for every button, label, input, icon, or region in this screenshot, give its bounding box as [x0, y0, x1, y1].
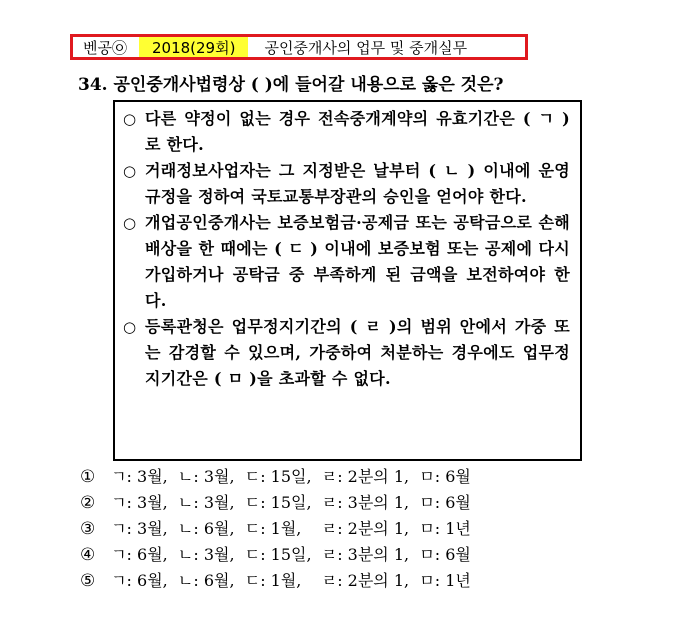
choice-text: ㄱ: 3월, ㄴ: 6월, ㄷ: 1월, ㄹ: 2분의 1, ㅁ: 1년 [106, 519, 471, 538]
choice-text: ㄱ: 3월, ㄴ: 3월, ㄷ: 15일, ㄹ: 3분의 1, ㅁ: 6월 [106, 493, 471, 512]
answer-choice-2[interactable] [80, 490, 600, 516]
statement-item [123, 106, 570, 158]
answer-choice-5[interactable] [80, 568, 600, 594]
answer-choice-3[interactable] [80, 516, 600, 542]
statement-text: 개업공인중개사는 보증보험금·공제금 또는 공탁금으로 손해배상을 한 때에는 ( ㄷ ) 이내에 보증보험 또는 공제에 다시 가입하거나 공탁금 중 부족하게 된 금액을 보전하여야 한다. [145, 213, 570, 310]
choice-text: ㄱ: 3월, ㄴ: 3월, ㄷ: 15일, ㄹ: 2분의 1, ㅁ: 6월 [106, 467, 471, 486]
bullet-circle-icon: ○ [123, 318, 137, 336]
exam-year-badge: 2018(29회) [139, 37, 248, 57]
header-tag: 벤공㉧ [83, 38, 127, 57]
choice-number: ⑤ [80, 571, 96, 591]
choice-number: ④ [80, 545, 96, 565]
statement-text: 거래정보사업자는 그 지정받은 날부터 ( ㄴ ) 이내에 운영규정을 정하여 국토교통부장관의 승인을 얻어야 한다. [145, 161, 570, 206]
choice-number: ① [80, 467, 96, 487]
statement-item [123, 314, 570, 392]
question-text: 34. 공인중개사법령상 ( )에 들어갈 내용으로 옳은 것은? [78, 75, 504, 95]
bullet-circle-icon: ○ [123, 162, 137, 180]
bullet-circle-icon: ○ [123, 110, 137, 128]
bullet-circle-icon: ○ [123, 214, 137, 232]
statement-item [123, 210, 570, 314]
statements-box [113, 100, 582, 461]
statement-text: 다른 약정이 없는 경우 전속중개계약의 유효기간은 ( ㄱ )로 한다. [145, 109, 570, 154]
exam-header [70, 34, 528, 60]
statement-text: 등록관청은 업무정지기간의 ( ㄹ )의 범위 안에서 가중 또는 감경할 수 있으며, 가중하여 처분하는 경우에도 업무정지기간은 ( ㅁ )을 초과할 수 없다. [145, 317, 570, 388]
choice-number: ② [80, 493, 96, 513]
choice-text: ㄱ: 6월, ㄴ: 6월, ㄷ: 1월, ㄹ: 2분의 1, ㅁ: 1년 [106, 571, 471, 590]
statement-item [123, 158, 570, 210]
answer-choice-1[interactable] [80, 464, 600, 490]
exam-topic: 공인중개사의 업무 및 중개실무 [264, 38, 468, 57]
choice-number: ③ [80, 519, 96, 539]
choice-text: ㄱ: 6월, ㄴ: 3월, ㄷ: 15일, ㄹ: 3분의 1, ㅁ: 6월 [106, 545, 471, 564]
answer-choice-4[interactable] [80, 542, 600, 568]
answer-choices [80, 464, 600, 594]
